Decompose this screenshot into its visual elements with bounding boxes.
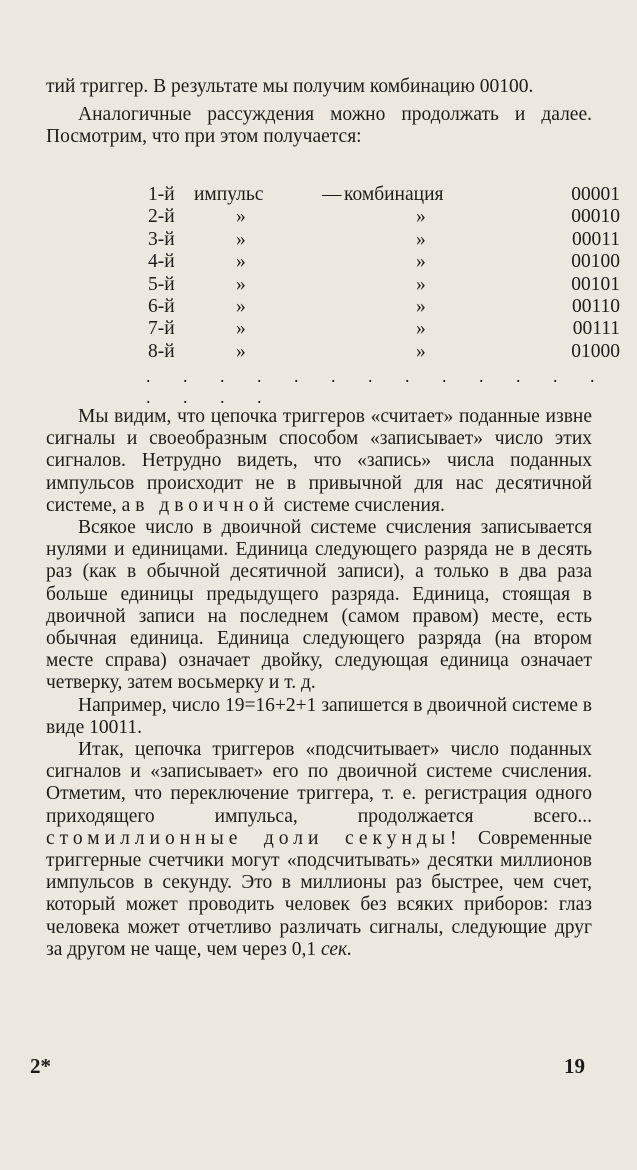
ditto-mark: » xyxy=(236,228,246,250)
emphasis-binary: в двоичной xyxy=(135,494,279,516)
dash xyxy=(322,229,344,251)
dash xyxy=(322,341,344,363)
top-text xyxy=(46,76,592,149)
row-number: 1-й xyxy=(148,184,175,205)
pulse-combination-table xyxy=(148,184,620,363)
paragraph-speed xyxy=(46,739,592,961)
ditto-mark: » xyxy=(236,251,246,273)
binary-code: 00111 xyxy=(572,318,620,340)
ditto-mark: » xyxy=(236,206,246,228)
paragraph-counting xyxy=(46,406,592,517)
row-number: 5-й xyxy=(148,273,175,295)
ditto-mark: » xyxy=(236,273,246,295)
impulse-label: импульс xyxy=(194,184,264,205)
paragraph-example: Например, число 19=16+2+1 запишется в двоичной системе в виде 10011. xyxy=(46,694,592,738)
row-number: 8-й xyxy=(148,340,175,362)
ditto-mark: » xyxy=(416,340,426,362)
ditto-mark: » xyxy=(416,296,426,318)
dash xyxy=(322,206,344,228)
row-number: 6-й xyxy=(148,296,175,318)
row-number: 4-й xyxy=(148,251,175,273)
binary-code: 00001 xyxy=(571,184,620,205)
dash xyxy=(322,274,344,296)
ditto-mark: » xyxy=(416,251,426,273)
paragraph-intro-table: Аналогичные рассуждения можно продолжать и далее. Посмотрим, что при этом получается: xyxy=(46,104,592,148)
table-ellipsis: . . . . . . . . . . . . . . . . . xyxy=(146,366,609,407)
paragraph-continuation: тий триггер. В результате мы получим комбинацию 00100. xyxy=(46,76,534,97)
table-row xyxy=(148,274,620,296)
table-row xyxy=(148,318,620,340)
dash: — xyxy=(322,184,342,205)
ditto-mark: » xyxy=(416,206,426,228)
page-number: 19 xyxy=(564,1054,585,1078)
ditto-mark: » xyxy=(236,318,246,340)
paragraph-speed-end: Современные триггерные счетчики могут «подсчитывать» десятки миллионов импульсов в секунду. Это в миллионы раз быстрее, чем счет, который может проводить человек без всяких приборов: глаз человека может отчетливо различать сигналы, следующие друг за другом не чаще, чем через 0,1 xyxy=(46,827,592,960)
ditto-mark: » xyxy=(416,318,426,340)
main-text xyxy=(46,406,592,961)
paragraph-counting-text: Мы видим, что цепочка триггеров «считает» поданные извне сигналы и своеобразным способом «записывает» число этих сигналов. Нетрудно видеть, что «запись» числа поданных импульсов происходит не в привычной для нас десятичной системе, а xyxy=(46,406,592,516)
row-number: 7-й xyxy=(148,318,175,340)
row-number: 2-й xyxy=(148,206,175,228)
paragraph-binary-system: Всякое число в двоичной системе счисления записывается нулями и единицами. Единица следующего разряда не в десять раз (как в обычной десятичной записи), а только в два раза больше единицы предыдущего разряда. Единица, стоящая в двоичной записи на последнем (самом правом) месте, есть обычная единица. Единица следующего разряда (на втором месте справа) означает двойку, следующая единица означает четверку, затем восьмерку и т. д. xyxy=(46,517,592,694)
table-row xyxy=(148,184,620,206)
combination-label: комбинация xyxy=(344,184,444,205)
dash xyxy=(322,251,344,273)
table-row xyxy=(148,341,620,363)
table-row xyxy=(148,296,620,318)
table-row xyxy=(148,206,620,228)
ditto-mark: » xyxy=(236,296,246,318)
paragraph-speed-text: Итак, цепочка триггеров «подсчитывает» число поданных сигналов и «записывает» его по двоичной системе счисления. Отметим, что переключение триггера, т. е. регистрация одного приходящего импульса, продолжается всего... xyxy=(46,739,592,827)
unit-seconds: сек. xyxy=(320,938,353,960)
table-row xyxy=(148,229,620,251)
paragraph-counting-end: системе счисления. xyxy=(278,494,445,516)
signature-mark: 2* xyxy=(30,1054,51,1078)
row-number: 3-й xyxy=(148,228,175,250)
binary-code: 01000 xyxy=(571,340,620,362)
emphasis-fraction: стомиллионные доли секунды! xyxy=(46,827,462,849)
ditto-mark: » xyxy=(236,340,246,362)
dash xyxy=(322,296,344,318)
ditto-mark: » xyxy=(416,228,426,250)
binary-code: 00100 xyxy=(571,251,620,273)
binary-code: 00101 xyxy=(571,273,620,295)
binary-code: 00110 xyxy=(571,296,620,318)
dash xyxy=(322,318,344,340)
ditto-mark: » xyxy=(416,273,426,295)
binary-code: 00011 xyxy=(571,228,620,250)
binary-code: 00010 xyxy=(571,206,620,228)
table-row xyxy=(148,251,620,273)
